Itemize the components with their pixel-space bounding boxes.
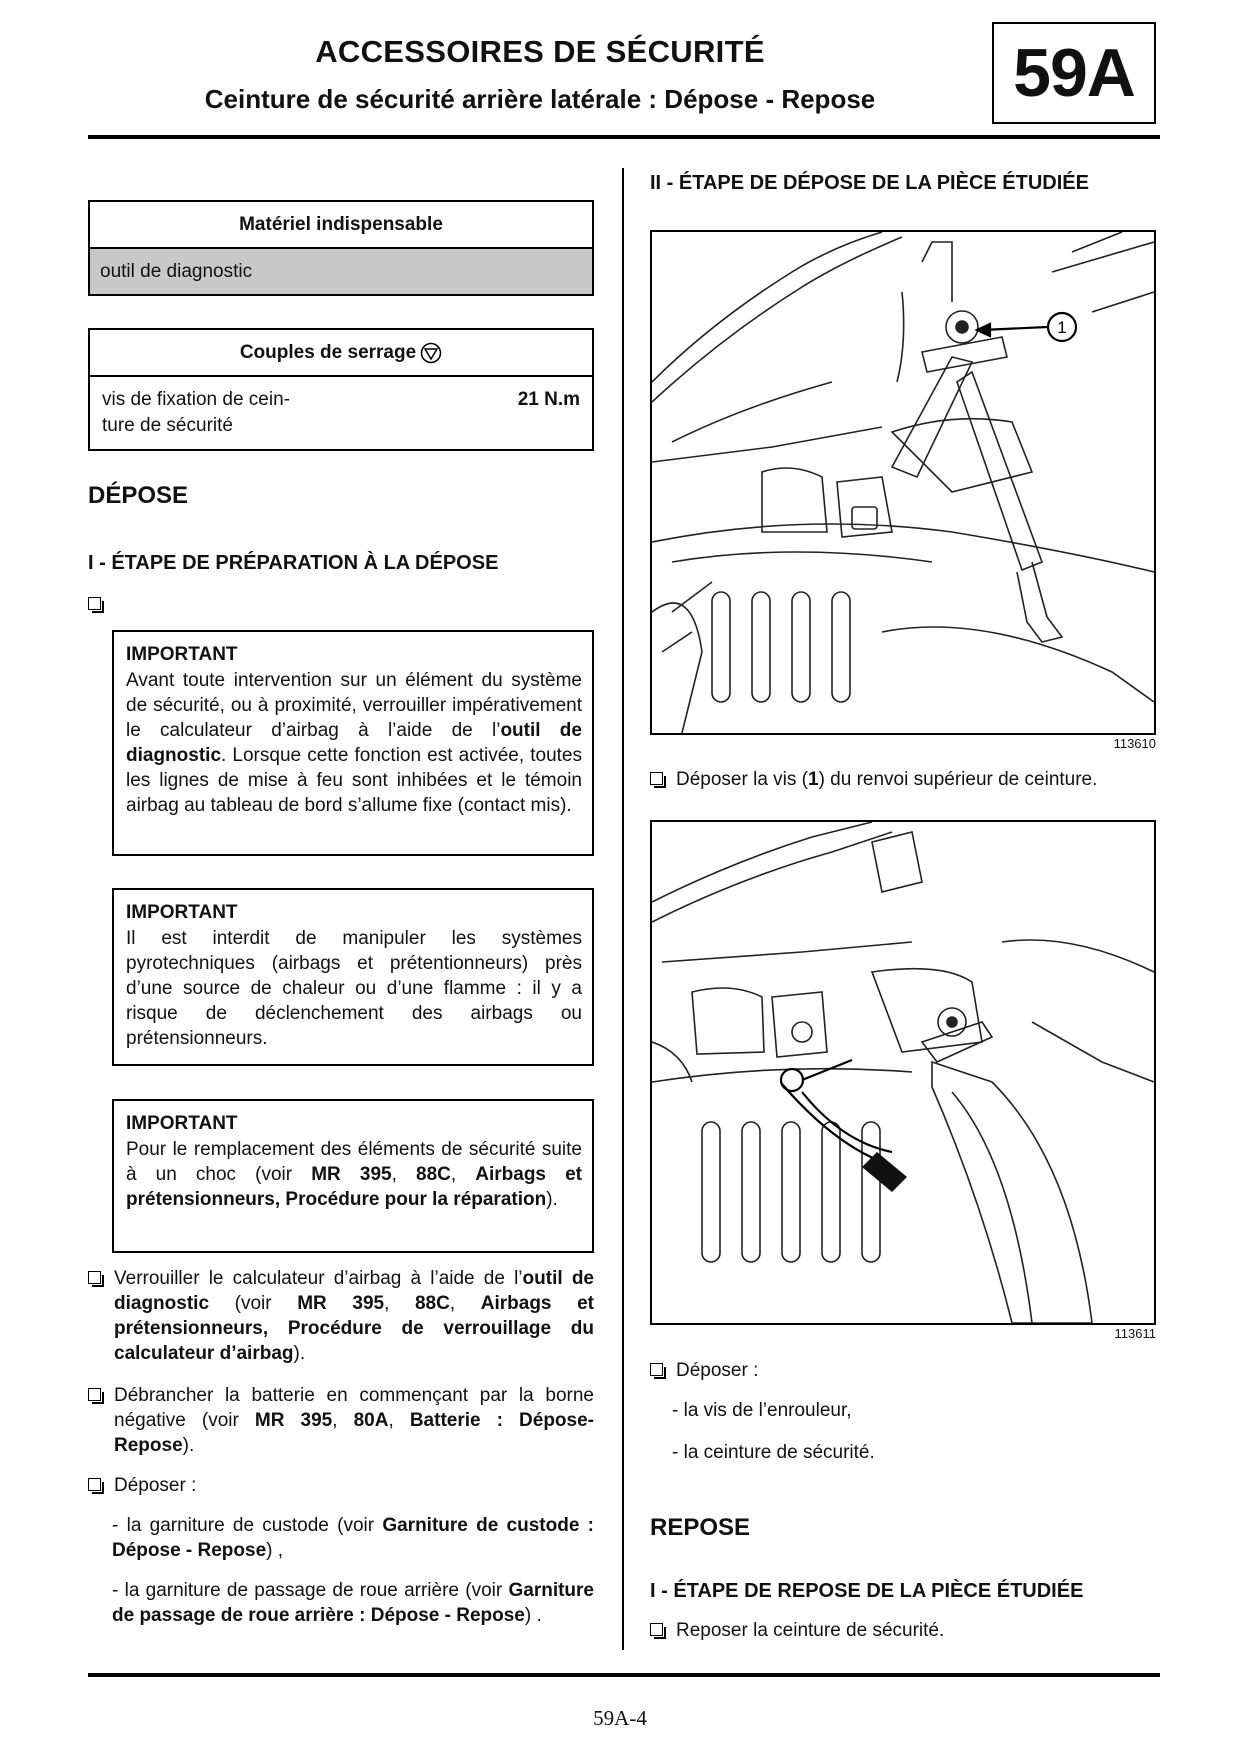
figure-113610-ref: 113610 [1113,736,1156,751]
custode-b1: Garniture de custode : Dépose - Repose [112,1515,594,1561]
figure-callout-1: 1 [1057,318,1067,337]
roue-b1: Garniture de passage de roue arrière : Dépose - Repose [112,1580,594,1626]
reposer-label: Reposer la ceinture de sécurité. [676,1620,945,1641]
important-1-text [126,668,582,818]
step1-heading: I - ÉTAPE DE PRÉPARATION À LA DÉPOSE [88,552,499,574]
step2-heading: II - ÉTAPE DE DÉPOSE DE LA PIÈCE ÉTUDIÉE [650,172,1089,194]
important-3-t1: Pour le remplacement des éléments de sécurité suite à un choc (voir [126,1139,582,1185]
materiel-title: Matériel indispensable [90,202,592,249]
sub-custode [112,1513,594,1563]
vis-t2: ) du renvoi supérieur de ceinture. [818,769,1098,790]
verrouiller-b1: outil de diagnostic [114,1268,594,1314]
verrouiller-t5: ). [293,1343,306,1364]
vis-t1: Déposer la vis ( [676,769,808,790]
seatbelt-retractor-illustration [652,822,1154,1323]
repose-step-heading: I - ÉTAPE DE REPOSE DE LA PIÈCE ÉTUDIÉE [650,1580,1084,1602]
checkbox-bullet-icon [650,772,663,785]
checkbox-bullet-icon [650,1623,663,1636]
batterie-t2: , [332,1410,354,1431]
important-3-title: IMPORTANT [126,1113,238,1134]
couples-desc-2: ture de sécurité [102,415,233,436]
couples-table [88,328,594,451]
sub-roue [112,1578,594,1628]
document-subtitle: Ceinture de sécurité arrière latérale : Dépose - Repose [204,84,876,114]
header-rule [88,135,1160,139]
couples-row [90,377,592,449]
item-batterie [88,1383,594,1458]
depose-heading: DÉPOSE [88,482,189,509]
document-title: ACCESSOIRES DE SÉCURITÉ [315,34,765,69]
couples-desc-1: vis de fixation de cein- [102,389,290,410]
deposer-2-label: Déposer : [676,1360,759,1381]
verrouiller-t4: , [449,1293,481,1314]
figure-113611-ref: 113611 [1114,1326,1156,1341]
batterie-b3: Batterie : Dépose-Repose [114,1410,595,1456]
important-box-1 [112,630,594,856]
materiel-item: outil de diagnostic [90,249,592,294]
checkbox-bullet-icon [650,1363,663,1376]
important-2-text: Il est interdit de manipuler les systèmes pyrotechniques (airbags et prétentionneurs) près d’une source de chaleur ou d’une flamme : il y a risque de déclenchement des airbags ou prétensionneurs. [126,928,582,1049]
batterie-t1: Débrancher la batterie en commençant par la borne négative (voir [114,1385,594,1431]
item-deposer-vis [650,767,1156,792]
important-3-t2: , [391,1164,416,1185]
vis-b1: 1 [808,769,819,790]
sub-ceinture: - la ceinture de sécurité. [672,1442,875,1463]
couples-title: Couples de serrage [239,341,417,363]
deposer-label: Déposer : [114,1475,197,1496]
item-reposer [650,1618,1156,1643]
important-3-b1: MR 395 [311,1164,392,1185]
custode-t2: ) , [266,1540,284,1561]
important-1-title: IMPORTANT [126,644,238,665]
sub-enrouleur: - la vis de l’enrouleur, [672,1400,852,1421]
important-1-t1: Avant toute intervention sur un élément du système de sécurité, ou à proximité, verrouiller impérativement le calculateur d’airbag à l’aide de l’ [126,670,582,741]
important-3-t3: , [450,1164,476,1185]
important-box-2 [112,888,594,1066]
materiel-table [88,200,594,296]
important-3-text [126,1137,582,1212]
roue-t1: - la garniture de passage de roue arrière (voir [112,1580,509,1601]
item-verrouiller [88,1266,594,1366]
checkbox-bullet-icon [88,1388,101,1401]
figure-113611 [650,820,1156,1325]
seatbelt-upper-anchor-illustration [652,232,1154,733]
verrouiller-b2: MR 395 [297,1293,385,1314]
figure-113610 [650,230,1156,735]
column-divider [622,168,624,1650]
section-number: 59A [992,22,1156,124]
verrouiller-t2: (voir [209,1293,298,1314]
repose-heading: REPOSE [650,1514,751,1541]
empty-bullet [88,596,111,614]
batterie-b1: MR 395 [254,1410,333,1431]
important-box-3 [112,1099,594,1253]
verrouiller-b3: 88C [414,1293,450,1314]
roue-t2: ) . [524,1605,542,1626]
couples-header [90,330,592,377]
important-3-b3: Airbags et prétensionneurs, Procédure pour la réparation [126,1164,582,1210]
batterie-t3: , [388,1410,410,1431]
item-deposer-2 [650,1358,1156,1383]
page-number: 59A-4 [593,1706,647,1730]
important-1-b1: outil de diagnostic [126,720,582,766]
item-deposer [88,1473,594,1498]
couples-value: 21 N.m [517,389,580,410]
checkbox-bullet-icon [88,597,101,610]
checkbox-bullet-icon [88,1271,101,1284]
batterie-t4: ). [182,1435,195,1456]
verrouiller-t1: Verrouiller le calculateur d’airbag à l’aide de l’ [114,1268,523,1289]
important-3-b2: 88C [416,1164,451,1185]
checkbox-bullet-icon [88,1478,101,1491]
torque-icon [420,342,442,364]
footer-rule [88,1673,1160,1677]
batterie-b2: 80A [353,1410,389,1431]
important-2-title: IMPORTANT [126,902,238,923]
custode-t1: - la garniture de custode (voir [112,1515,383,1536]
verrouiller-t3: , [384,1293,415,1314]
important-3-t4: ). [546,1189,558,1210]
important-1-t2: . Lorsque cette fonction est activée, toutes les lignes de mise à feu sont inhibées et le témoin airbag au tableau de bord s’allume fixe (contact mis). [126,745,582,816]
verrouiller-b4: Airbags et prétensionneurs, Procédure de verrouillage du calculateur d’airbag [114,1293,595,1364]
